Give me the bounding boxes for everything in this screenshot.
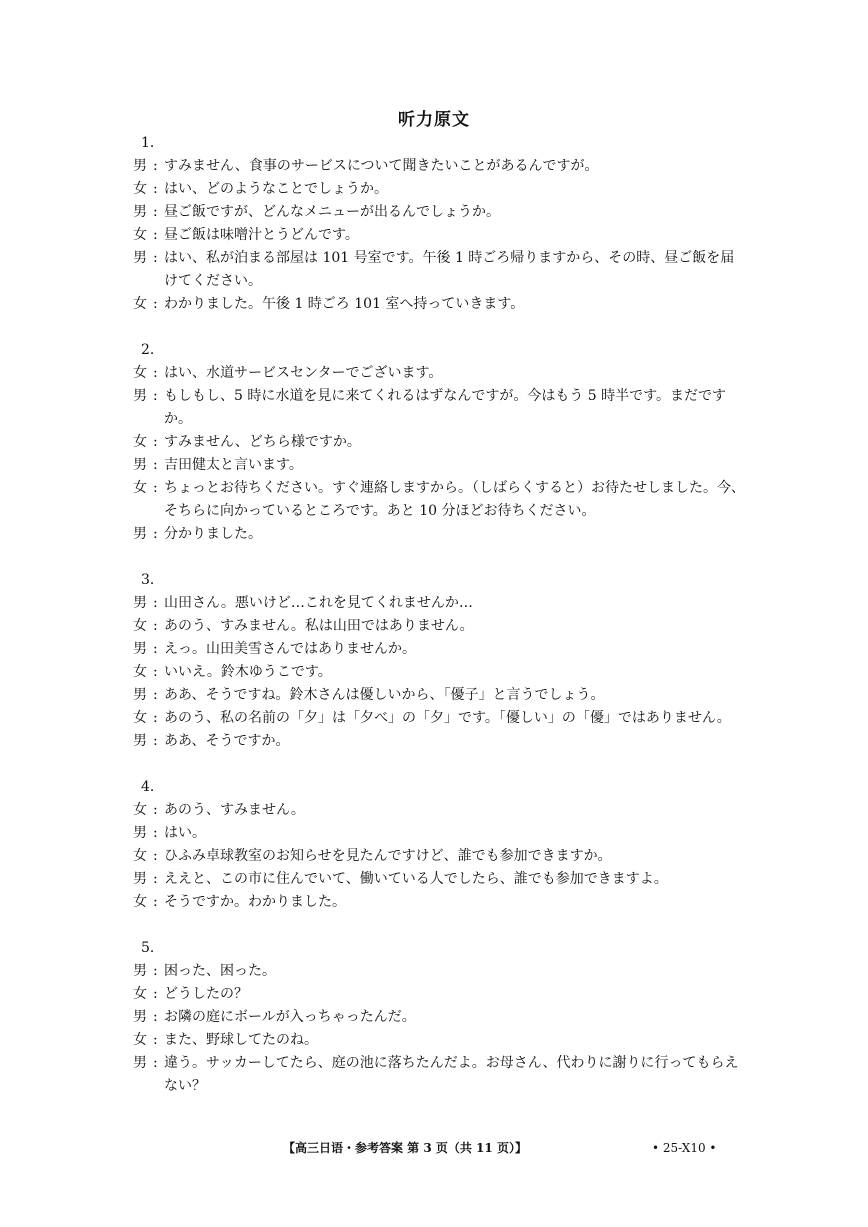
dialogue-line — [133, 684, 748, 707]
dialogue-line — [133, 201, 748, 224]
speaker-label: 女 — [133, 802, 147, 818]
speaker-colon: : — [153, 848, 158, 864]
utterance-text: ああ、そうですか。 — [164, 733, 290, 749]
utterance-text: はい、水道サービスセンターでございます。 — [164, 365, 443, 381]
dialogue-line — [133, 362, 748, 385]
speaker-colon: : — [153, 986, 158, 1002]
utterance-text: 昼ご飯は味噌汁とうどんです。 — [164, 227, 359, 243]
dialogue-line — [133, 178, 748, 201]
speaker-colon: : — [153, 894, 158, 910]
dialogue-line — [133, 1029, 748, 1052]
speaker-label: 女 — [133, 894, 147, 910]
dialogue-line — [133, 983, 748, 1006]
speaker-label: 女 — [133, 480, 147, 496]
speaker-label: 女 — [133, 227, 147, 243]
speaker-label: 男 — [133, 158, 147, 174]
transcript-body — [133, 132, 748, 1121]
page-title: 听力原文 — [398, 110, 470, 130]
dialogue-line — [133, 592, 748, 615]
speaker-colon: : — [153, 457, 158, 473]
utterance-text: あのう、私の名前の「夕」は「夕べ」の「夕」です。「優しい」の「優」ではありません。 — [164, 710, 731, 726]
dialogue-line — [133, 477, 748, 523]
utterance-text: 分かりました。 — [164, 526, 262, 542]
dialogue-line — [133, 615, 748, 638]
speaker-label: 女 — [133, 296, 147, 312]
dialogue-line — [133, 845, 748, 868]
speaker-colon: : — [153, 526, 158, 542]
speaker-label: 男 — [133, 733, 147, 749]
speaker-colon: : — [153, 1009, 158, 1025]
speaker-colon: : — [153, 595, 158, 611]
speaker-label: 男 — [133, 250, 147, 266]
speaker-label: 女 — [133, 1032, 147, 1048]
section-number: 5． — [141, 940, 164, 956]
speaker-colon: : — [153, 1055, 158, 1071]
dialogue-line — [133, 247, 748, 293]
dialogue-section — [133, 339, 748, 546]
speaker-label: 男 — [133, 825, 147, 841]
speaker-colon: : — [153, 1032, 158, 1048]
utterance-text: ああ、そうですね。鈴木さんは優しいから、「優子」と言うでしょう。 — [164, 687, 605, 703]
footer-page-info: 【高三日语・参考答案 第 3 页（共 11 页）】 — [283, 1141, 527, 1155]
utterance-text: わかりました。午後 1 時ごろ 101 室へ持っていきます。 — [164, 296, 525, 312]
utterance-text: すみません、どちら様ですか。 — [164, 434, 361, 450]
utterance-text: また、野球してたのね。 — [164, 1032, 318, 1048]
dialogue-line — [133, 155, 748, 178]
speaker-label: 男 — [133, 388, 147, 404]
speaker-label: 女 — [133, 181, 147, 197]
dialogue-line — [133, 799, 748, 822]
speaker-label: 男 — [133, 526, 147, 542]
dialogue-line — [133, 822, 748, 845]
utterance-text: もしもし、5 時に水道を見に来てくれるはずなんですが。今はもう 5 時半です。まだですか。 — [164, 388, 727, 427]
utterance-text: そうですか。わかりました。 — [164, 894, 346, 910]
dialogue-line — [133, 730, 748, 753]
speaker-label: 女 — [133, 848, 147, 864]
utterance-text: ええと、この市に住んでいて、働いている人でしたら、誰でも参加できますよ。 — [164, 871, 668, 887]
speaker-colon: : — [153, 664, 158, 680]
section-number: 3． — [141, 572, 164, 588]
speaker-colon: : — [153, 618, 158, 634]
dialogue-line — [133, 454, 748, 477]
utterance-text: お隣の庭にボールが入っちゃったんだ。 — [164, 1009, 416, 1025]
speaker-label: 男 — [133, 595, 147, 611]
speaker-label: 男 — [133, 457, 147, 473]
section-number: 2． — [141, 342, 164, 358]
dialogue-line — [133, 868, 748, 891]
speaker-colon: : — [153, 641, 158, 657]
dialogue-line — [133, 891, 748, 914]
speaker-colon: : — [153, 434, 158, 450]
utterance-text: 昼ご飯ですが、どんなメニューが出るんでしょうか。 — [164, 204, 500, 220]
speaker-label: 男 — [133, 1009, 147, 1025]
utterance-text: ちょっとお待ちください。すぐ連絡しますから。（しばらくすると）お待たせしました。今、そちらに向かっているところです。あと 10 分ほどお待ちください。 — [164, 480, 745, 519]
utterance-text: はい。 — [164, 825, 206, 841]
section-number: 4． — [141, 779, 164, 795]
dialogue-line — [133, 1006, 748, 1029]
utterance-text: あのう、すみません。私は山田ではありません。 — [164, 618, 474, 634]
dialogue-line — [133, 960, 748, 983]
speaker-label: 女 — [133, 986, 147, 1002]
speaker-colon: : — [153, 480, 158, 496]
speaker-label: 男 — [133, 641, 147, 657]
utterance-text: はい、どのようなことでしょうか。 — [164, 181, 388, 197]
dialogue-line — [133, 661, 748, 684]
utterance-text: 山田さん。悪いけど…これを見てくれませんか… — [164, 595, 473, 611]
speaker-label: 男 — [133, 871, 147, 887]
dialogue-section — [133, 569, 748, 753]
utterance-text: あのう、すみません。 — [164, 802, 305, 818]
dialogue-section — [133, 132, 748, 316]
speaker-label: 女 — [133, 710, 147, 726]
footer-exam-code: • 25-X10 • — [652, 1141, 717, 1155]
speaker-label: 女 — [133, 434, 147, 450]
utterance-text: 違う。サッカーしてたら、庭の池に落ちたんだよ。お母さん、代わりに謝りに行ってもらえない？ — [164, 1055, 739, 1094]
speaker-label: 男 — [133, 963, 147, 979]
speaker-colon: : — [153, 687, 158, 703]
speaker-colon: : — [153, 871, 158, 887]
dialogue-line — [133, 224, 748, 247]
utterance-text: 困った、困った。 — [164, 963, 276, 979]
speaker-colon: : — [153, 733, 158, 749]
speaker-label: 女 — [133, 365, 147, 381]
speaker-colon: : — [153, 388, 158, 404]
utterance-text: すみません、食事のサービスについて聞きたいことがあるんですが。 — [164, 158, 599, 174]
dialogue-line — [133, 707, 748, 730]
utterance-text: 吉田健太と言います。 — [164, 457, 303, 473]
speaker-colon: : — [153, 802, 158, 818]
dialogue-section — [133, 776, 748, 914]
speaker-colon: : — [153, 227, 158, 243]
speaker-colon: : — [153, 825, 158, 841]
section-number: 1． — [141, 135, 164, 151]
speaker-colon: : — [153, 710, 158, 726]
speaker-colon: : — [153, 181, 158, 197]
speaker-label: 女 — [133, 664, 147, 680]
speaker-label: 女 — [133, 618, 147, 634]
utterance-text: いいえ。鈴木ゆうこです。 — [164, 664, 332, 680]
speaker-label: 男 — [133, 687, 147, 703]
speaker-colon: : — [153, 204, 158, 220]
speaker-colon: : — [153, 158, 158, 174]
speaker-colon: : — [153, 250, 158, 266]
speaker-colon: : — [153, 296, 158, 312]
speaker-label: 男 — [133, 204, 147, 220]
dialogue-line — [133, 638, 748, 661]
speaker-colon: : — [153, 365, 158, 381]
utterance-text: えっ。山田美雪さんではありませんか。 — [164, 641, 416, 657]
dialogue-line — [133, 431, 748, 454]
utterance-text: はい、私が泊まる部屋は 101 号室です。午後 1 時ごろ帰りますから、その時、昼ご飯を届けてください。 — [164, 250, 735, 289]
speaker-label: 男 — [133, 1055, 147, 1071]
utterance-text: ひふみ卓球教室のお知らせを見たんですけど、誰でも参加できますか。 — [164, 848, 612, 864]
speaker-colon: : — [153, 963, 158, 979]
dialogue-line — [133, 385, 748, 431]
dialogue-line — [133, 293, 748, 316]
dialogue-section — [133, 937, 748, 1098]
dialogue-line — [133, 523, 748, 546]
dialogue-line — [133, 1052, 748, 1098]
utterance-text: どうしたの？ — [164, 986, 248, 1002]
